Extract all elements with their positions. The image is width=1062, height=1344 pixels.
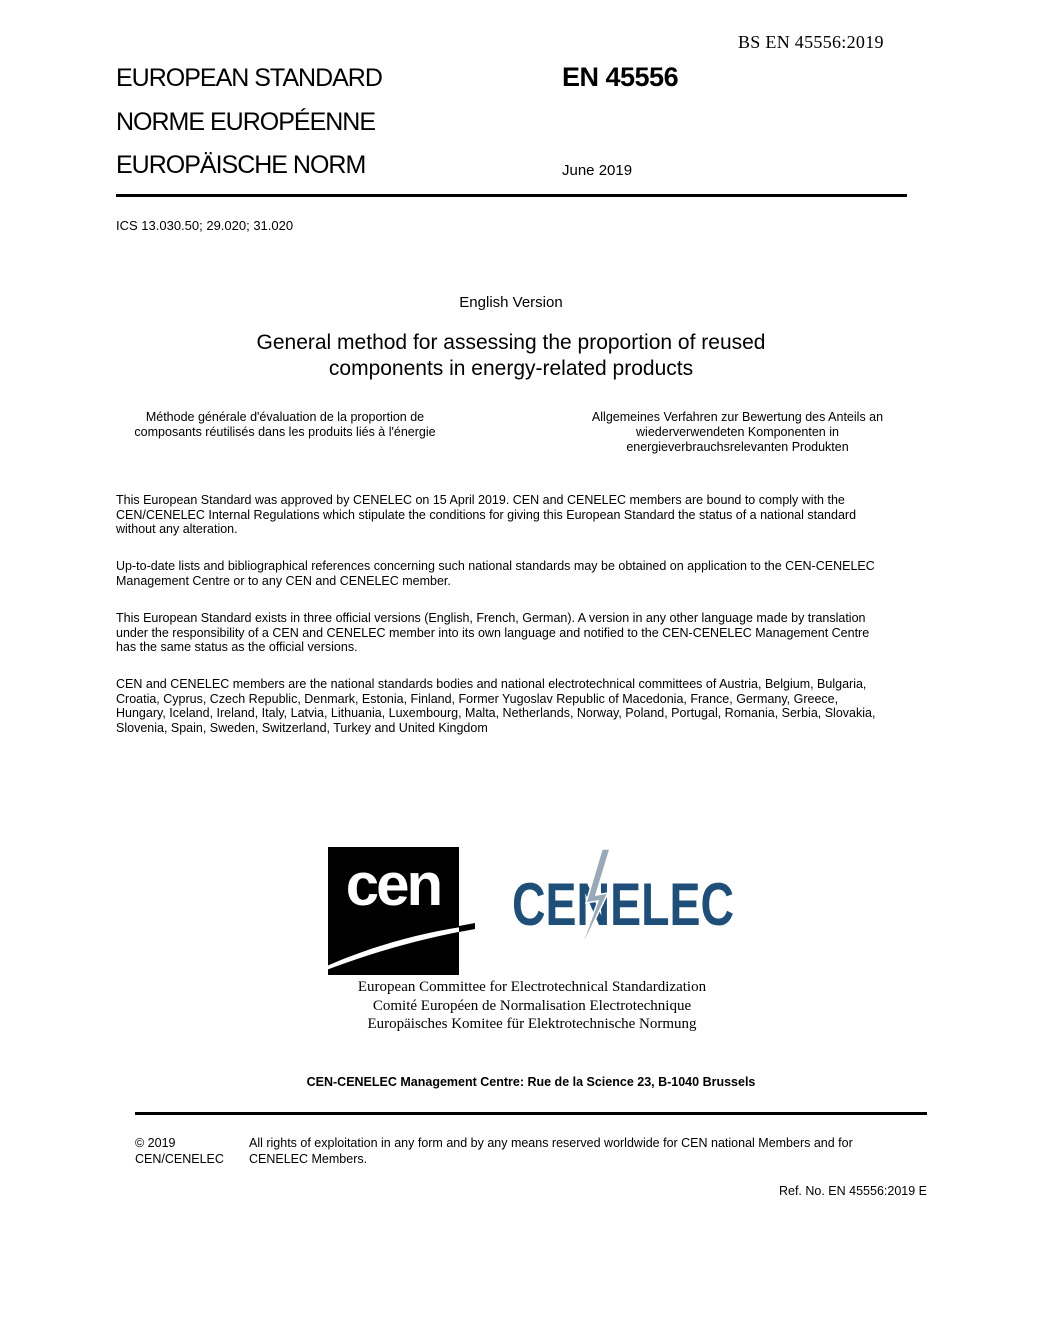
bs-reference: BS EN 45556:2019: [738, 32, 884, 52]
document-title-line: components in energy-related products: [328, 357, 694, 380]
standard-title-fr: NORME EUROPÉENNE: [116, 108, 376, 136]
copyright-holder: CEN/CENELEC: [135, 1151, 224, 1166]
standard-title-de: EUROPÄISCHE NORM: [116, 151, 366, 179]
cen-logo-text: cen: [345, 851, 441, 918]
copyright-year: © 2019: [135, 1136, 176, 1150]
french-title-line: Méthode générale d'évaluation de la proportion de: [145, 410, 425, 424]
publication-date: June 2019: [562, 162, 633, 179]
paragraph-line: Slovenia, Spain, Sweden, Switzerland, Turkey and United Kingdom: [116, 720, 488, 735]
paragraph-line: CEN/CENELEC Internal Regulations which stipulate the conditions for giving this European Standard the status of a national standard: [116, 507, 857, 522]
rights-statement: [249, 1136, 889, 1167]
german-title-line: Allgemeines Verfahren zur Bewertung des Anteils an: [591, 410, 884, 424]
cenelec-logo: [512, 845, 737, 957]
paragraph-line: Croatia, Cyprus, Czech Republic, Denmark, Estonia, Finland, Former Yugoslav Republic of Macedonia, France, Germany, Greece,: [116, 691, 839, 706]
german-title-line: wiederverwendeten Komponenten in: [636, 425, 839, 439]
committee-name-de: Europäisches Komitee für Elektrotechnische Normung: [367, 1016, 697, 1032]
standard-title-en: EUROPEAN STANDARD: [116, 64, 382, 92]
members-paragraph: [116, 677, 911, 735]
header-divider: [116, 194, 907, 197]
paragraph-line: Hungary, Iceland, Ireland, Italy, Latvia, Lithuania, Luxembourg, Malta, Netherlands, Norway, Poland, Portugal, Romania, Serbia, Slovakia,: [116, 706, 876, 721]
paragraph-line: under the responsibility of a CEN and CENELEC member into its own language and notified to the CEN-CENELEC Management Centre: [116, 625, 870, 640]
footer-divider: [135, 1112, 927, 1115]
french-title: [110, 410, 460, 440]
management-centre-address: CEN-CENELEC Management Centre: Rue de la Science 23, B-1040 Brussels: [306, 1075, 756, 1089]
cen-logo: [312, 847, 477, 975]
paragraph-line: CEN and CENELEC members are the national standards bodies and national electrotechnical committees of Austria, Belgium, Bulgaria,: [116, 677, 867, 691]
ics-codes: ICS 13.030.50; 29.020; 31.020: [116, 218, 294, 233]
committee-names: [262, 978, 802, 1034]
cenelec-logo-text: CENELEC: [512, 871, 734, 938]
reference-number: Ref. No. EN 45556:2019 E: [778, 1184, 927, 1198]
committee-name-fr: Comité Européen de Normalisation Electrotechnique: [372, 997, 692, 1014]
committee-name-en: European Committee for Electrotechnical Standardization: [357, 979, 707, 995]
rights-line: All rights of exploitation in any form and by any means reserved worldwide for CEN national Members and for: [249, 1136, 853, 1150]
paragraph-line: This European Standard exists in three official versions (English, French, German). A version in any other language made by translation: [116, 611, 866, 625]
paragraph-line: Up-to-date lists and bibliographical references concerning such national standards may be obtained on application to the CEN-CENELEC: [116, 559, 875, 573]
rights-line: CENELEC Members.: [249, 1151, 368, 1166]
paragraph-line: Management Centre or to any CEN and CENELEC member.: [116, 573, 451, 588]
paragraph-line: This European Standard was approved by CENELEC on 15 April 2019. CEN and CENELEC members are bound to comply with the: [116, 493, 845, 507]
document-title: [150, 330, 872, 382]
french-title-line: composants réutilisés dans les produits liés à l'énergie: [134, 425, 436, 439]
versions-paragraph: [116, 611, 906, 655]
approval-paragraph: [116, 493, 906, 537]
german-title-line: energieverbrauchsrelevanten Produkten: [626, 440, 849, 454]
standard-number: EN 45556: [562, 62, 679, 92]
document-title-line: General method for assessing the proportion of reused: [256, 331, 766, 354]
german-title: [575, 410, 900, 455]
paragraph-line: without any alteration.: [116, 522, 238, 537]
paragraph-line: has the same status as the official versions.: [116, 640, 358, 655]
references-paragraph: [116, 559, 906, 588]
copyright: [135, 1136, 224, 1167]
version-label: English Version: [459, 294, 563, 311]
